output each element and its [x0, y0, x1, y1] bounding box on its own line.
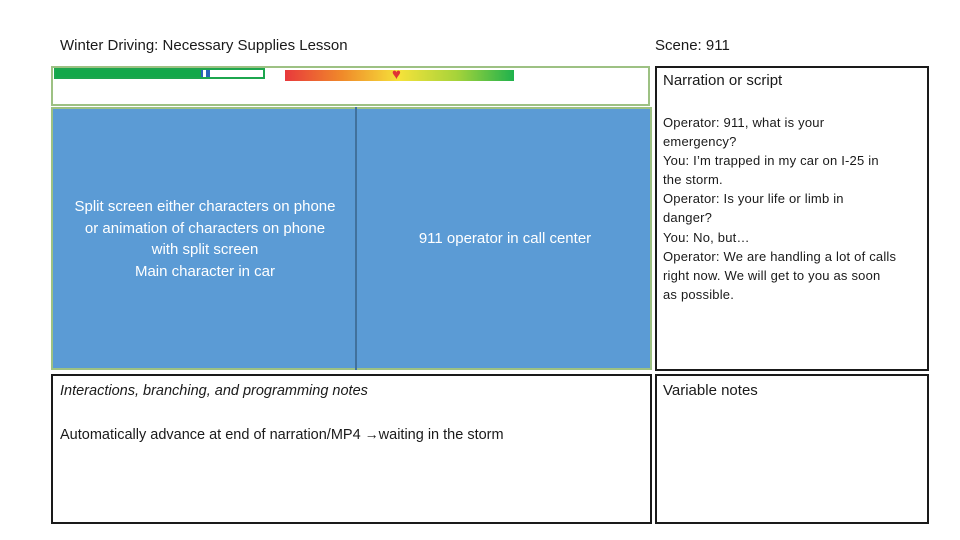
script-line: as possible.: [663, 286, 735, 302]
script-line: right now. We will get to you as soon: [663, 267, 881, 283]
script-line: emergency?: [663, 134, 737, 150]
script-text: [663, 113, 925, 304]
narration-label: Narration or script: [663, 72, 783, 89]
progress-marker-icon: [201, 70, 212, 77]
script-line: You: I’m trapped in my car on I-25 in: [663, 153, 879, 169]
heart-icon: ♥: [392, 66, 401, 83]
notes-text-end: waiting in the storm: [378, 427, 504, 443]
scene-label: Scene: 911: [655, 37, 730, 54]
left-panel-line: Main character in car: [134, 262, 276, 280]
script-line: Operator: Is your life or limb in: [663, 191, 844, 207]
script-line: Operator: We are handling a lot of calls: [663, 248, 897, 264]
lesson-title: Winter Driving: Necessary Supplies Lesson: [60, 37, 348, 54]
left-panel-line: Split screen either characters on phone: [74, 198, 336, 215]
left-panel-line: with split screen: [151, 241, 259, 259]
script-line: danger?: [663, 210, 713, 226]
split-divider: [355, 107, 357, 370]
notes-text-start: Automatically advance at end of narration/MP4: [60, 427, 365, 443]
left-panel-description: [58, 196, 352, 282]
script-line: Operator: 911, what is your: [663, 115, 825, 130]
progress-fill: [56, 70, 208, 77]
progress-bar: [54, 68, 265, 79]
variable-notes-label: Variable notes: [663, 382, 758, 399]
script-line: the storm.: [663, 172, 723, 188]
right-panel-description: 911 operator in call center: [418, 230, 592, 247]
notes-text: [60, 426, 504, 443]
left-panel-line: or animation of characters on phone: [84, 219, 326, 237]
script-line: You: No, but…: [663, 229, 750, 245]
right-arrow-icon: →: [364, 426, 379, 442]
notes-label: Interactions, branching, and programming notes: [60, 383, 368, 399]
